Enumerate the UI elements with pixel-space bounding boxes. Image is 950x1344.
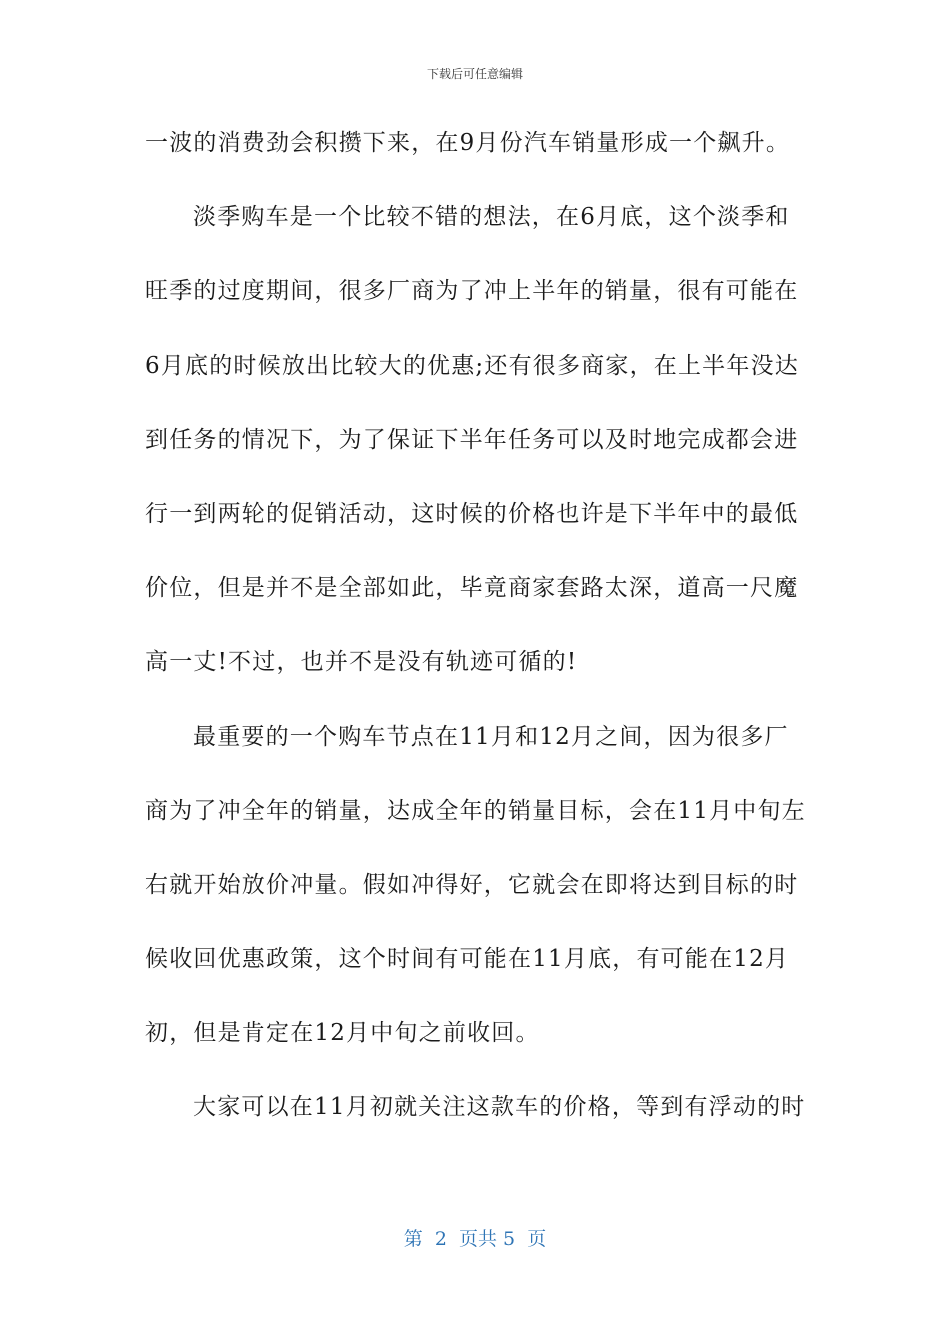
text-line: 到任务的情况下，为了保证下半年任务可以及时地完成都会进 — [145, 426, 799, 453]
text-line: 商为了冲全年的销量，达成全年的销量目标，会在11月中旬左 — [145, 797, 806, 824]
page-header: 下载后可任意编辑 — [426, 67, 523, 81]
text-line: 行一到两轮的促销活动，这时候的价格也许是下半年中的最低 — [145, 500, 799, 527]
document-body — [145, 123, 805, 1162]
paragraph-first-line: 最重要的一个购车节点在11月和12月之间，因为很多厂 — [193, 723, 789, 750]
text-line: 价位，但是并不是全部如此，毕竟商家套路太深，道高一尺魔 — [145, 575, 799, 602]
text-line: 旺季的过度期间，很多厂商为了冲上半年的销量，很有可能在 — [145, 278, 799, 305]
text-line: 初，但是肯定在12月中旬之前收回。 — [145, 1020, 540, 1047]
page-number-footer: 第 2 页共 5 页 — [403, 1228, 547, 1250]
text-line: 候收回优惠政策，这个时间有可能在11月底，有可能在12月 — [145, 946, 790, 973]
text-line: 高一丈!不过，也并不是没有轨迹可循的! — [145, 649, 578, 676]
text-line: 右就开始放价冲量。假如冲得好，它就会在即将达到目标的时 — [145, 871, 799, 898]
text-line: 一波的消费劲会积攒下来，在9月份汽车销量形成一个飙升。 — [145, 130, 791, 156]
text-line: 6月底的时候放出比较大的优惠;还有很多商家，在上半年没达 — [145, 352, 799, 379]
paragraph-first-line: 淡季购车是一个比较不错的想法，在6月底，这个淡季和 — [193, 204, 790, 231]
paragraph-first-line: 大家可以在11月初就关注这款车的价格，等到有浮动的时 — [193, 1094, 806, 1121]
